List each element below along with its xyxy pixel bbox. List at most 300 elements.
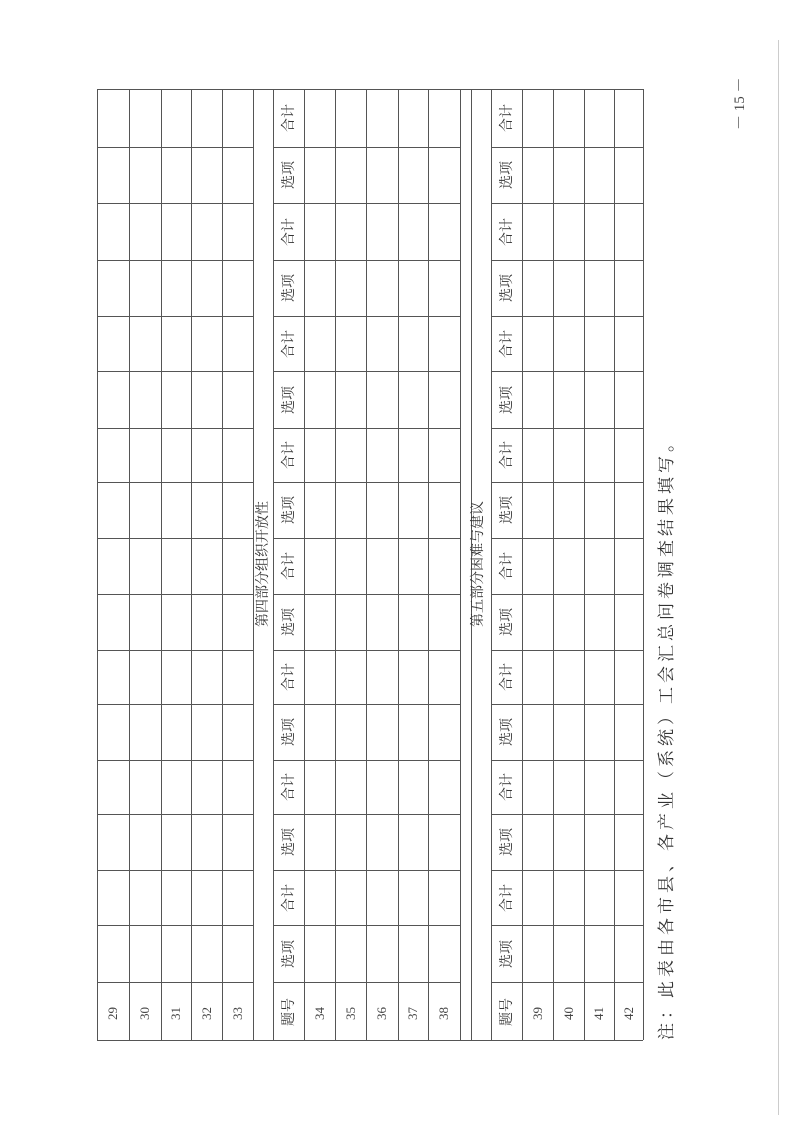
table-rule (129, 428, 161, 429)
table-rule (222, 982, 253, 983)
table-rule (273, 870, 304, 871)
table-rule (366, 925, 398, 926)
table-rule (460, 1040, 491, 1041)
table-rule (398, 482, 428, 483)
table-rule (366, 147, 398, 148)
column-header-total: 合计 (280, 883, 297, 912)
table-rule (161, 760, 191, 761)
table-rule (97, 594, 129, 595)
question-number: 37 (405, 1006, 420, 1020)
table-rule (614, 982, 643, 983)
table-rule (428, 89, 460, 90)
table-rule (161, 89, 162, 1040)
table-rule (97, 760, 129, 761)
table-rule (273, 1040, 304, 1041)
table-rule (129, 925, 161, 926)
column-header-total: 合计 (280, 441, 297, 469)
table-rule (398, 260, 428, 261)
table-rule (129, 982, 161, 983)
table-rule (273, 538, 304, 539)
table-rule (584, 1040, 614, 1041)
table-rule (335, 925, 366, 926)
table-rule (522, 538, 553, 539)
table-rule (97, 260, 129, 261)
table-rule (97, 704, 129, 705)
table-rule (191, 704, 222, 705)
table-rule (222, 814, 253, 815)
table-rule (614, 428, 643, 429)
table-rule (491, 982, 522, 983)
table-rule (273, 925, 304, 926)
table-rule (97, 538, 129, 539)
table-rule (273, 814, 304, 815)
table-rule (222, 316, 253, 317)
table-rule (491, 89, 522, 90)
table-rule (129, 1040, 161, 1041)
column-header-option: 选项 (498, 939, 515, 968)
table-rule (398, 147, 428, 148)
question-number: 33 (229, 1006, 245, 1020)
table-rule (366, 203, 398, 204)
table-rule (304, 316, 335, 317)
table-rule (366, 760, 398, 761)
column-header-total: 合计 (280, 217, 297, 246)
question-number: 32 (198, 1006, 214, 1020)
section-5-title: 第五部分困难与建议 (470, 501, 486, 627)
table-rule (584, 650, 614, 651)
table-rule (366, 428, 398, 429)
table-rule (614, 147, 643, 148)
table-rule (161, 89, 191, 90)
table-rule (584, 538, 614, 539)
table-rule (491, 1040, 522, 1041)
table-rule (491, 650, 522, 651)
table-rule (191, 316, 222, 317)
table-rule (97, 89, 98, 1040)
table-rule (304, 1040, 335, 1041)
table-rule (398, 814, 428, 815)
table-rule (428, 650, 460, 651)
table-rule (129, 870, 161, 871)
table-rule (553, 870, 584, 871)
table-rule (614, 482, 643, 483)
table-rule (428, 538, 460, 539)
table-rule (222, 760, 253, 761)
table-rule (491, 147, 522, 148)
table-rule (191, 650, 222, 651)
table-rule (614, 650, 643, 651)
table-rule (335, 760, 366, 761)
table-rule (129, 650, 161, 651)
page-number: － 15 － (732, 77, 748, 130)
table-rule (129, 482, 161, 483)
table-rule (366, 371, 398, 372)
table-rule (97, 814, 129, 815)
table-rule (273, 760, 304, 761)
column-header-total: 合计 (280, 329, 297, 358)
table-rule (643, 89, 644, 1040)
table-rule (273, 316, 304, 317)
table-rule (366, 260, 398, 261)
table-rule (614, 704, 643, 705)
section-4-title: 第四部分组织开放性 (255, 501, 271, 627)
column-header-total: 合计 (498, 773, 515, 801)
table-rule (304, 89, 335, 90)
table-rule (129, 594, 161, 595)
table-rule (366, 316, 398, 317)
table-rule (553, 650, 584, 651)
table-rule (614, 316, 643, 317)
table-rule (584, 482, 614, 483)
question-number: 35 (342, 1006, 358, 1020)
table-rule (222, 650, 253, 651)
column-header-option: 选项 (280, 608, 297, 636)
table-rule (366, 1040, 398, 1041)
table-rule (428, 428, 460, 429)
table-rule (428, 316, 460, 317)
table-rule (522, 316, 553, 317)
table-rule (584, 147, 614, 148)
table-rule (491, 203, 522, 204)
table-rule (584, 316, 614, 317)
table-rule (97, 870, 129, 871)
table-rule (366, 982, 398, 983)
table-rule (614, 89, 615, 1040)
table-rule (491, 482, 522, 483)
table-rule (97, 203, 129, 204)
table-rule (366, 482, 398, 483)
table-rule (161, 982, 191, 983)
table-rule (522, 760, 553, 761)
table-rule (553, 814, 584, 815)
table-rule (222, 594, 253, 595)
table-rule (335, 982, 366, 983)
table-rule (97, 925, 129, 926)
table-rule (335, 260, 366, 261)
column-header-total: 合计 (498, 104, 515, 132)
table-rule (335, 814, 366, 815)
table-rule (161, 428, 191, 429)
table-rule (428, 203, 460, 204)
table-rule (428, 482, 460, 483)
table-rule (491, 428, 522, 429)
table-rule (584, 760, 614, 761)
table-rule (584, 594, 614, 595)
table-rule (553, 89, 584, 90)
table-rule (273, 89, 304, 90)
page-edge-divider (778, 40, 779, 1115)
table-rule (222, 482, 253, 483)
table-rule (97, 316, 129, 317)
table-rule (97, 650, 129, 651)
table-rule (335, 371, 366, 372)
table-rule (222, 371, 253, 372)
table-rule (129, 704, 161, 705)
table-rule (584, 371, 614, 372)
table-rule (614, 371, 643, 372)
table-rule (335, 316, 366, 317)
table-rule (97, 428, 129, 429)
question-number: 31 (168, 1006, 183, 1020)
table-rule (161, 260, 191, 261)
table-rule (553, 428, 584, 429)
table-rule (584, 870, 614, 871)
question-number: 39 (529, 1006, 545, 1020)
table-rule (222, 1040, 253, 1041)
table-rule (491, 704, 522, 705)
column-header-option: 选项 (498, 718, 515, 746)
question-number: 34 (311, 1006, 327, 1020)
column-header-question-no: 题号 (498, 998, 515, 1026)
table-rule (304, 89, 305, 1040)
table-rule (522, 870, 553, 871)
question-number: 36 (374, 1006, 389, 1020)
table-rule (191, 538, 222, 539)
table-rule (335, 147, 366, 148)
table-rule (553, 203, 584, 204)
column-header-total: 合计 (280, 104, 297, 132)
table-rule (273, 260, 304, 261)
table-rule (522, 704, 553, 705)
table-rule (222, 704, 253, 705)
table-rule (129, 371, 161, 372)
column-header-total: 合计 (498, 663, 515, 691)
table-rule (129, 203, 161, 204)
table-rule (191, 482, 222, 483)
table-rule (335, 89, 336, 1040)
table-rule (584, 704, 614, 705)
table-rule (398, 203, 428, 204)
table-rule (398, 371, 428, 372)
table-rule (222, 538, 253, 539)
table-rule (366, 538, 398, 539)
table-rule (398, 89, 399, 1040)
column-header-option: 选项 (280, 385, 297, 414)
table-rule (428, 925, 460, 926)
table-rule (191, 203, 222, 204)
table-rule (522, 203, 553, 204)
table-rule (584, 428, 614, 429)
table-rule (491, 316, 522, 317)
table-rule (253, 89, 273, 90)
table-rule (191, 428, 222, 429)
question-number: 38 (436, 1006, 451, 1020)
table-rule (522, 89, 523, 1040)
table-rule (222, 89, 253, 90)
table-rule (161, 538, 191, 539)
table-rule (553, 925, 584, 926)
table-rule (129, 760, 161, 761)
column-header-total: 合计 (498, 552, 515, 580)
table-rule (161, 814, 191, 815)
table-rule (161, 704, 191, 705)
column-header-question-no: 题号 (280, 998, 297, 1026)
table-rule (491, 925, 522, 926)
table-rule (161, 482, 191, 483)
table-rule (522, 482, 553, 483)
table-rule (97, 147, 129, 148)
table-rule (253, 1040, 273, 1041)
table-rule (304, 982, 335, 983)
table-rule (222, 428, 253, 429)
table-rule (366, 650, 398, 651)
table-rule (491, 760, 522, 761)
table-rule (584, 925, 614, 926)
table-rule (335, 870, 366, 871)
table-rule (304, 538, 335, 539)
table-rule (191, 260, 222, 261)
table-rule (366, 89, 398, 90)
table-rule (161, 650, 191, 651)
table-rule (129, 89, 130, 1040)
table-rule (522, 814, 553, 815)
table-rule (129, 538, 161, 539)
table-rule (191, 760, 222, 761)
table-rule (191, 925, 222, 926)
table-rule (522, 982, 553, 983)
table-rule (129, 316, 161, 317)
column-header-option: 选项 (498, 496, 515, 524)
table-rule (222, 925, 253, 926)
table-rule (522, 147, 553, 148)
column-header-total: 合计 (498, 329, 515, 358)
table-rule (222, 870, 253, 871)
table-rule (129, 814, 161, 815)
table-rule (553, 482, 584, 483)
table-rule (522, 1040, 553, 1041)
table-rule (191, 1040, 222, 1041)
column-header-option: 选项 (498, 385, 515, 414)
table-rule (522, 594, 553, 595)
table-rule (398, 316, 428, 317)
column-header-option: 选项 (280, 718, 297, 746)
table-rule (614, 89, 643, 90)
table-rule (161, 925, 191, 926)
column-header-option: 选项 (280, 496, 297, 524)
table-rule (191, 371, 222, 372)
table-rule (335, 203, 366, 204)
table-rule (335, 482, 366, 483)
column-header-total: 合计 (498, 883, 515, 912)
table-rule (491, 89, 492, 1040)
question-number: 29 (105, 1006, 120, 1020)
table-rule (584, 203, 614, 204)
table-rule (553, 1040, 584, 1041)
table-rule (161, 594, 191, 595)
table-rule (491, 260, 522, 261)
table-rule (253, 89, 254, 1040)
table-rule (273, 982, 304, 983)
column-header-option: 选项 (498, 274, 515, 302)
table-rule (460, 89, 461, 1040)
column-header-option: 选项 (280, 161, 297, 189)
table-rule (304, 203, 335, 204)
table-rule (304, 925, 335, 926)
table-rule (304, 428, 335, 429)
table-rule (398, 704, 428, 705)
table-rule (161, 870, 191, 871)
table-rule (222, 260, 253, 261)
table-rule (398, 650, 428, 651)
table-rule (491, 371, 522, 372)
table-rule (614, 203, 643, 204)
table-rule (553, 371, 584, 372)
table-rule (553, 89, 554, 1040)
question-number: 30 (137, 1006, 152, 1020)
question-number: 41 (591, 1006, 606, 1020)
column-header-option: 选项 (498, 828, 515, 856)
table-rule (161, 316, 191, 317)
column-header-total: 合计 (280, 663, 297, 691)
question-number: 40 (560, 1006, 576, 1020)
table-rule (335, 594, 366, 595)
table-rule (304, 650, 335, 651)
table-rule (398, 89, 428, 90)
table-rule (398, 982, 428, 983)
table-rule (273, 147, 304, 148)
table-rule (460, 89, 491, 90)
table-rule (191, 89, 192, 1040)
table-rule (614, 1040, 643, 1041)
table-rule (191, 594, 222, 595)
column-header-total: 合计 (280, 552, 297, 580)
question-number: 42 (620, 1006, 636, 1020)
table-rule (191, 89, 222, 90)
table-rule (366, 814, 398, 815)
table-rule (584, 982, 614, 983)
column-header-option: 选项 (498, 161, 515, 189)
table-rule (222, 89, 223, 1040)
table-rule (584, 89, 585, 1040)
table-rule (273, 482, 304, 483)
table-rule (553, 704, 584, 705)
table-rule (273, 89, 274, 1040)
table-rule (335, 1040, 366, 1041)
table-rule (522, 925, 553, 926)
table-rule (398, 538, 428, 539)
table-rule (161, 1040, 191, 1041)
table-rule (428, 760, 460, 761)
table-rule (614, 760, 643, 761)
table-rule (366, 89, 367, 1040)
table-rule (398, 925, 428, 926)
table-rule (491, 538, 522, 539)
table-rule (522, 428, 553, 429)
table-rule (335, 650, 366, 651)
table-rule (366, 594, 398, 595)
table-footnote: 注：此表由各市县、各产业（系统）工会汇总问卷调查结果填写。 (657, 431, 677, 1040)
table-rule (191, 147, 222, 148)
table-rule (191, 982, 222, 983)
table-rule (428, 870, 460, 871)
table-rule (335, 538, 366, 539)
table-rule (491, 870, 522, 871)
table-rule (398, 760, 428, 761)
table-rule (522, 89, 553, 90)
table-rule (366, 704, 398, 705)
table-rule (614, 814, 643, 815)
table-rule (428, 147, 460, 148)
table-rule (491, 814, 522, 815)
table-rule (398, 428, 428, 429)
table-rule (222, 147, 253, 148)
table-rule (553, 316, 584, 317)
table-rule (129, 260, 161, 261)
table-rule (584, 260, 614, 261)
table-rule (553, 538, 584, 539)
column-header-option: 选项 (280, 828, 297, 856)
table-rule (304, 371, 335, 372)
